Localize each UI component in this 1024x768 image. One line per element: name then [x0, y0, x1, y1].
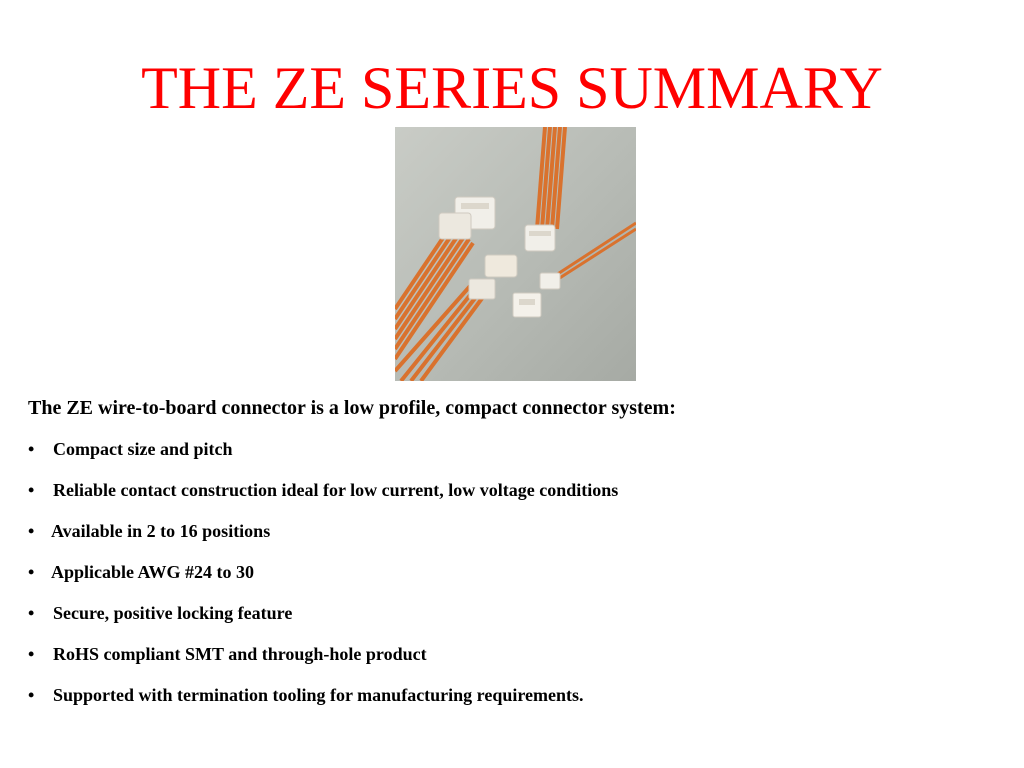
slide-title: THE ZE SERIES SUMMARY — [141, 55, 883, 121]
bullet-icon: • — [28, 603, 35, 623]
bullet-icon: • — [28, 685, 35, 705]
intro-text: The ZE wire-to-board connector is a low profile, compact connector system: — [28, 397, 676, 419]
connector-photo — [395, 127, 636, 381]
bullet-icon: • — [28, 521, 35, 541]
bullet-icon: • — [28, 439, 35, 459]
bullet-icon: • — [28, 562, 35, 582]
bullet-icon: • — [28, 644, 35, 664]
bullet-icon: • — [28, 480, 35, 500]
